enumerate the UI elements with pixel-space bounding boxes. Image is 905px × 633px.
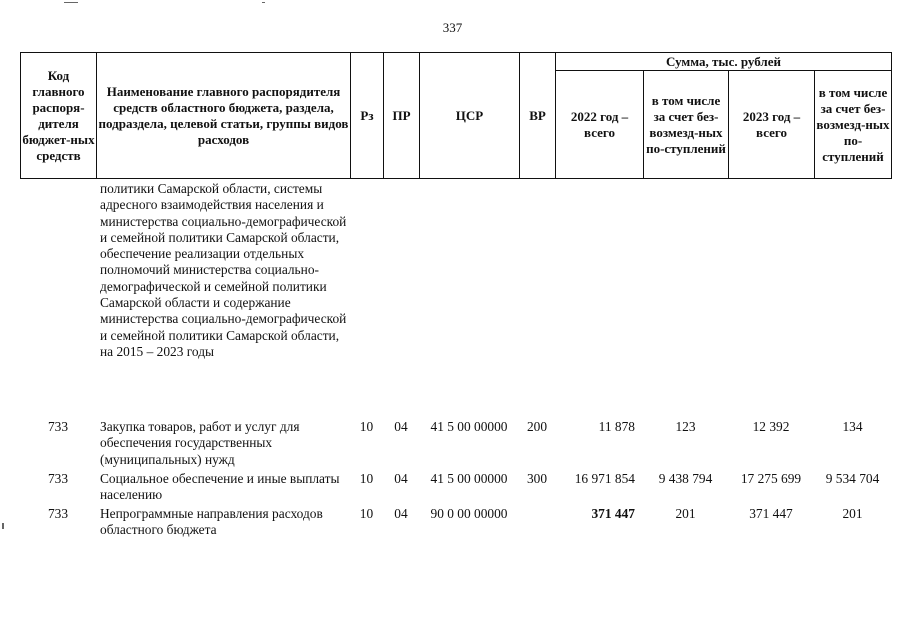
- cell-vr: 200: [526, 419, 548, 434]
- cell-code: 733: [47, 506, 69, 521]
- cell-2022-total: 371 447: [591, 506, 635, 521]
- cell-2022-total: 16 971 854: [574, 471, 635, 486]
- header-csr: ЦСР: [420, 53, 520, 179]
- cell-2022-total: 11 878: [598, 419, 635, 434]
- cell-pr: 04: [394, 419, 408, 434]
- cell-2022-free: 9 438 794: [658, 471, 713, 486]
- table-body: [20, 181, 891, 539]
- cell-rz: 10: [359, 471, 374, 486]
- cell-2023-total: 17 275 699: [740, 471, 802, 486]
- header-vr: ВР: [520, 53, 556, 179]
- cell-name: Социальное обеспечение и иные выплаты населению: [100, 471, 340, 503]
- header-rz: Рз: [351, 53, 384, 179]
- cell-pr: 04: [394, 506, 408, 521]
- table-row: [20, 419, 891, 471]
- cell-2023-total: 12 392: [752, 419, 790, 434]
- header-2023-total: 2023 год – всего: [729, 71, 815, 179]
- cell-code: 733: [47, 471, 69, 486]
- cell-2023-free: 9 534 704: [825, 471, 880, 486]
- cell-2022-free: 201: [675, 506, 696, 521]
- cell-csr: 41 5 00 00000: [430, 471, 508, 486]
- cell-vr: [519, 506, 555, 539]
- header-sum-group: Сумма, тыс. рублей: [556, 53, 892, 71]
- cell-2023-free: 134: [842, 419, 863, 434]
- header-2022-free: в том числе за счет без-возмезд-ных по-ступлений: [644, 71, 729, 179]
- cell-2023-total: 371 447: [749, 506, 793, 521]
- scan-mark: [64, 2, 78, 3]
- cell-2022-free: 123: [675, 419, 696, 434]
- table-row: [20, 506, 891, 539]
- continuation-text: политики Самарской области, системы адресного взаимодействия населения и министерства социально-демографической и семейной политики Самарской области, обеспечение реализации отдельных полномочий министерства социально-демографической и семейной политики Самарской области и содержание министерства социально-демографической и семейной политики Самарской области, на 2015 – 2023 годы: [100, 181, 347, 359]
- cell-vr: 300: [526, 471, 548, 486]
- cell-name: Закупка товаров, работ и услуг для обеспечения государственных (муниципальных) нужд: [100, 419, 300, 467]
- cell-pr: 04: [394, 471, 408, 486]
- header-code: Код главного распоря-дителя бюджет-ных средств: [21, 53, 97, 179]
- cell-code: 733: [47, 419, 69, 434]
- table-row: [20, 181, 891, 419]
- table-header: [20, 52, 892, 179]
- header-2023-free: в том числе за счет без-возмезд-ных по-ступлений: [815, 71, 892, 179]
- header-2022-total: 2022 год – всего: [556, 71, 644, 179]
- cell-rz: 10: [359, 419, 374, 434]
- header-name: Наименование главного распорядителя средств областного бюджета, раздела, подраздела, целевой статьи, группы видов расходов: [97, 53, 351, 179]
- scan-mark: [262, 2, 265, 3]
- page-number: 337: [442, 20, 463, 35]
- cell-csr: 90 0 00 00000: [430, 506, 508, 521]
- scan-mark: [2, 523, 4, 529]
- cell-csr: 41 5 00 00000: [430, 419, 508, 434]
- cell-name: Непрограммные направления расходов областного бюджета: [100, 506, 323, 538]
- cell-2023-free: 201: [842, 506, 863, 521]
- table-row: [20, 471, 891, 506]
- header-pr: ПР: [384, 53, 420, 179]
- cell-rz: 10: [359, 506, 374, 521]
